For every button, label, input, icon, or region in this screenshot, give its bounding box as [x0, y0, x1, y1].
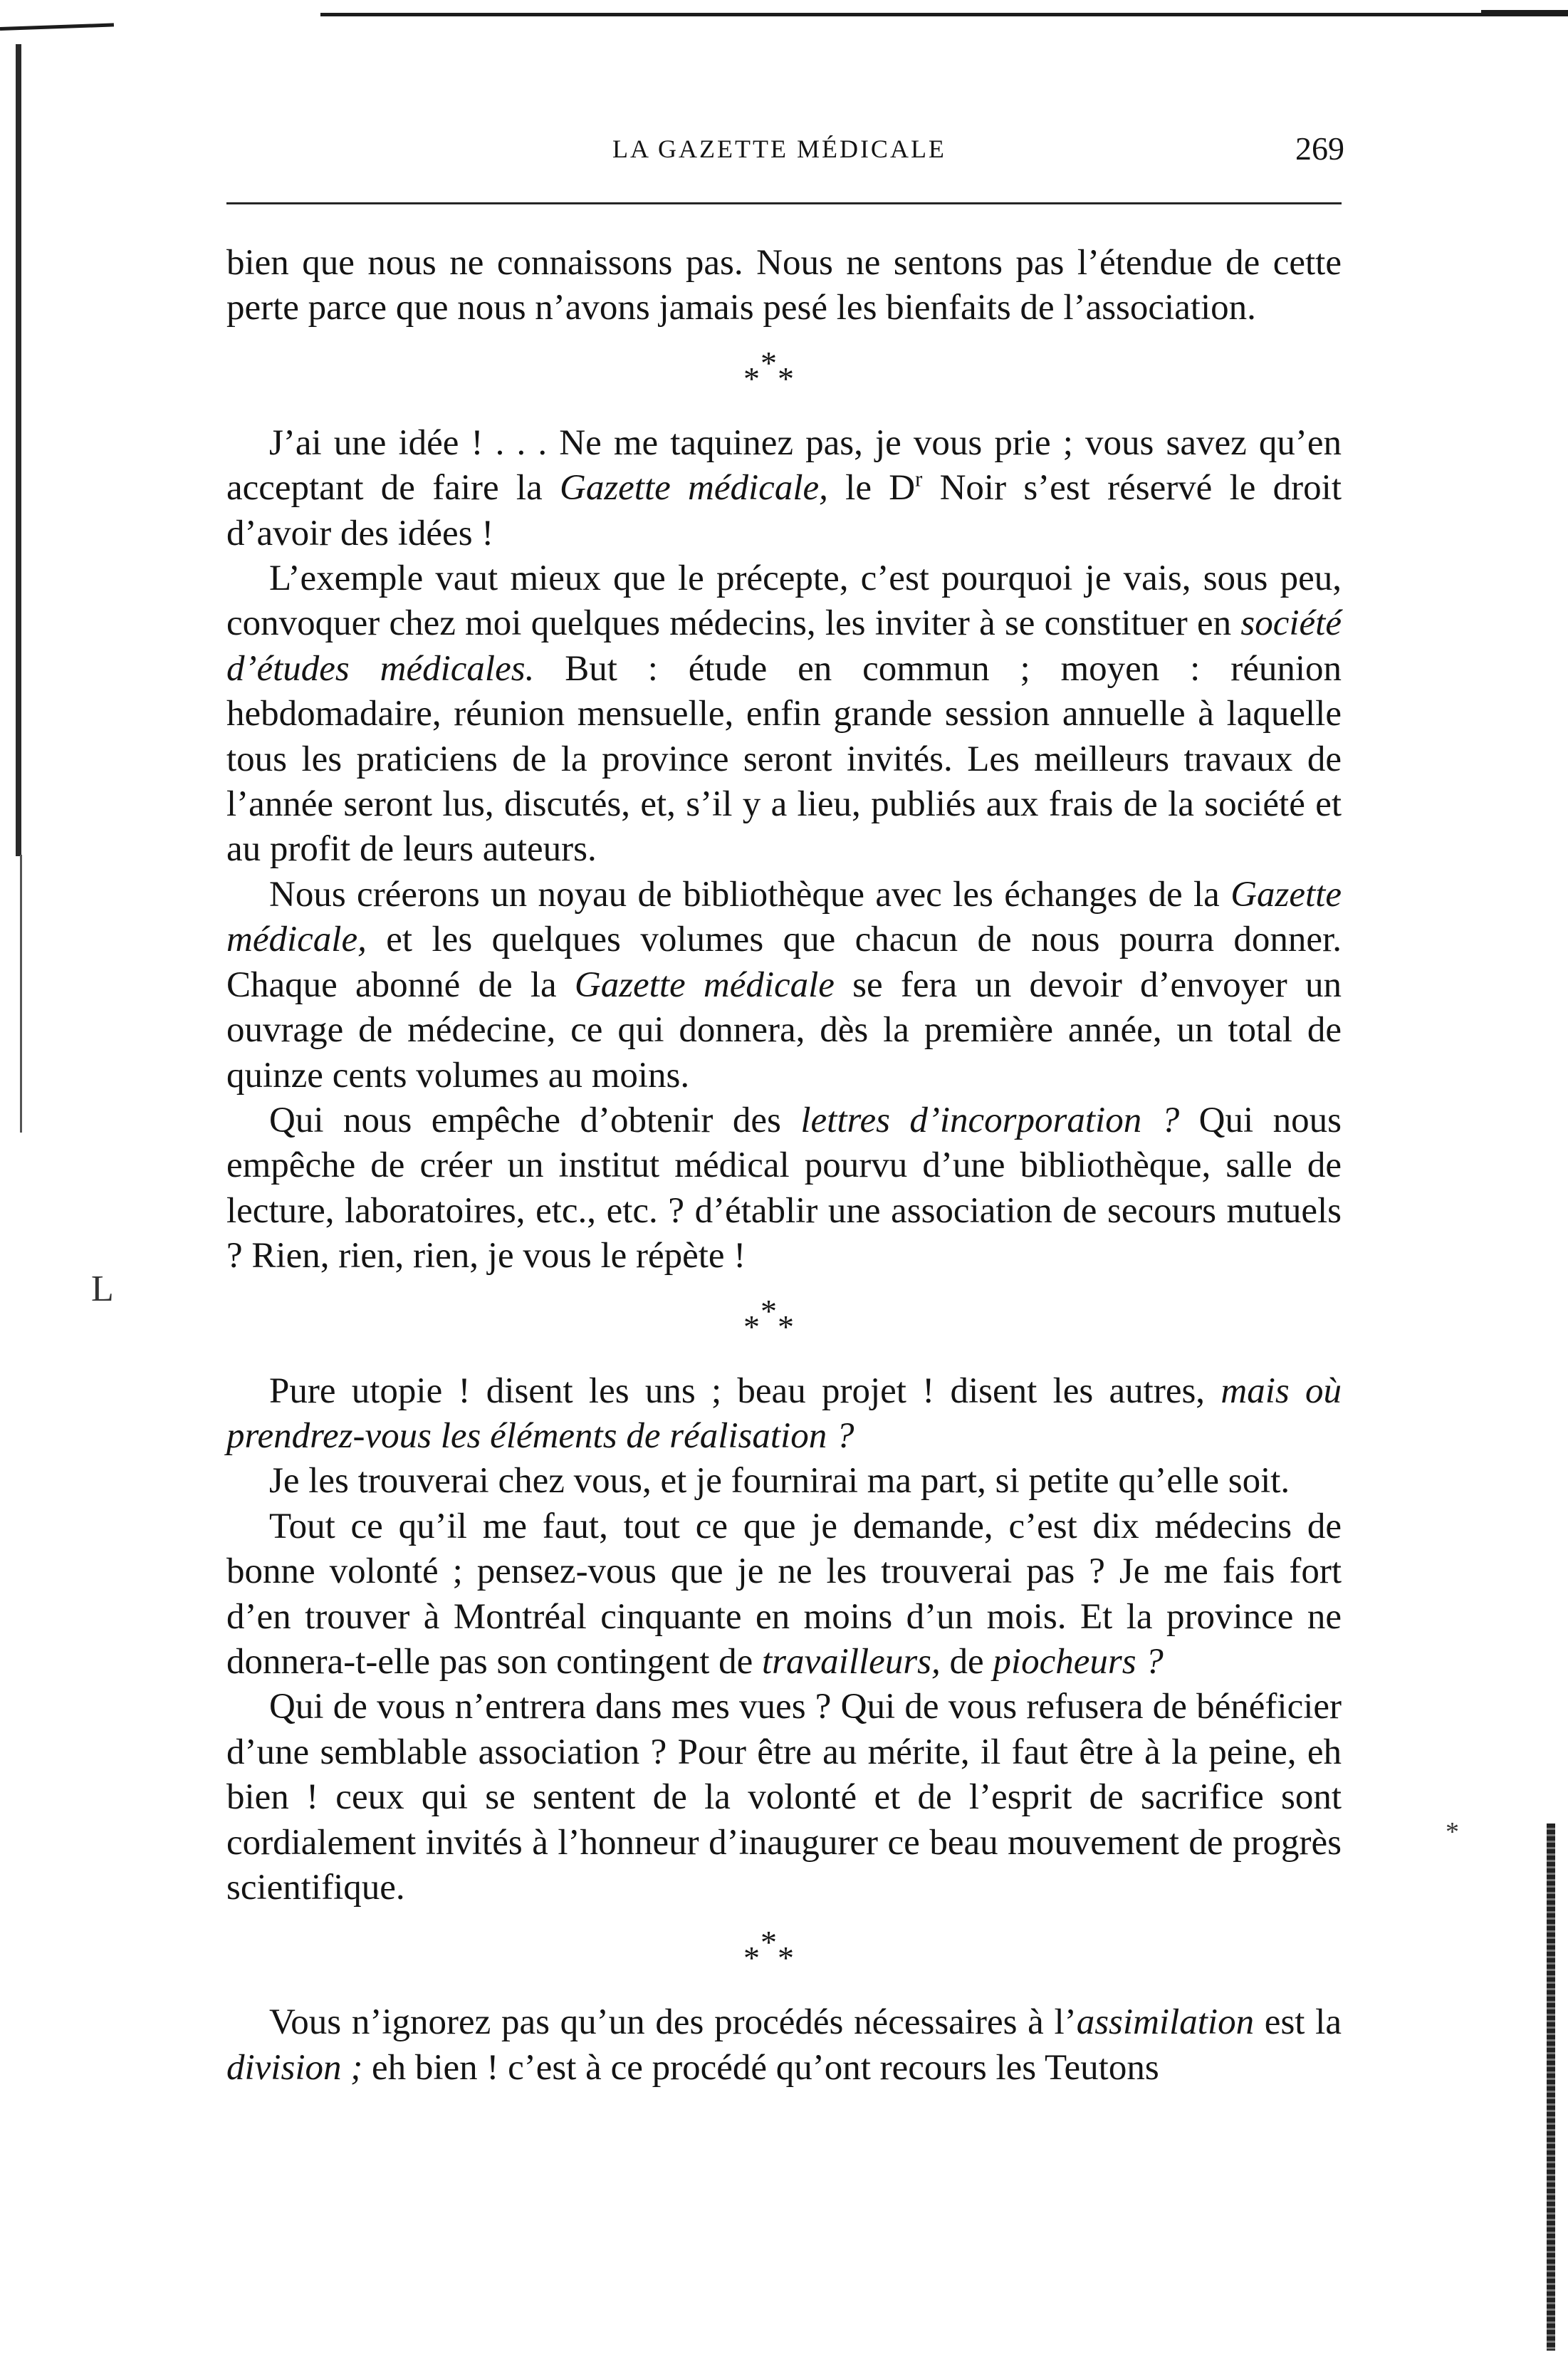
paragraph [226, 421, 1342, 556]
asterism-star: * [743, 1940, 760, 1977]
text-run: de [940, 1641, 993, 1682]
asterism [226, 1910, 1342, 2000]
text-run: Noir s’est réservé le droit d’avoir des idées ! [226, 468, 1342, 553]
text-run: L’exemple vaut mieux que le précepte, c’est pourquoi je vais, sous peu, convoquer chez moi quelques médecins, les inviter à se constituer en [226, 558, 1342, 644]
text-run: bien que nous ne connaissons pas. Nous ne sentons pas l’étendue de cette perte parce que nous n’avons jamais pesé les bienfaits de l’association. [226, 243, 1342, 328]
text-run: eh bien ! c’est à ce procédé qu’ont recours les Teutons [362, 2047, 1159, 2088]
scan-top-rule-edge [1481, 10, 1568, 16]
italic-run: mais où prendrez-vous les éléments de réalisation ? [226, 1370, 1342, 1456]
text-run: Pure utopie ! disent les uns ; beau projet ! disent les autres, [269, 1370, 1221, 1411]
italic-run: piocheurs ? [993, 1641, 1164, 1682]
paragraph [226, 2000, 1342, 2091]
asterism-star: * [778, 1308, 794, 1345]
scan-left-edge-thin [20, 855, 22, 1133]
asterism-star: * [743, 1308, 760, 1345]
italic-run: Gazette médicale, [559, 468, 828, 509]
text-run: est la [1254, 2002, 1342, 2043]
text-run: Qui de vous n’entrera dans mes vues ? Qui de vous refusera de bénéficier d’une semblable association ? Pour être au mérite, il faut être à la peine, eh bien ! ceux qui se sentent de la volonté et de l’esprit de sacrifice sont cordialement invités à l’honneur d’inaugurer ce beau mouvement de progrès scientifique. [226, 1687, 1342, 1908]
italic-run: Gazette médicale [574, 964, 835, 1005]
paragraph [226, 556, 1342, 873]
asterism [226, 1279, 1342, 1369]
paragraph [226, 1685, 1342, 1910]
asterism-star: * [778, 1940, 794, 1977]
italic-run: lettres d’incorporation ? [800, 1100, 1180, 1140]
paragraph [226, 1369, 1342, 1460]
text-run: Je les trouverai chez vous, et je fournirai ma part, si petite qu’elle soit. [269, 1461, 1290, 1502]
asterism-star: * [761, 344, 777, 381]
running-title: LA GAZETTE MÉDICALE [612, 135, 946, 163]
text-run: se fera un devoir d’envoyer un ouvrage de médecine, ce qui donnera, dès la première année, un total de quinze cents volumes au moins. [226, 964, 1342, 1096]
paragraph [226, 873, 1342, 1098]
italic-run: assimilation [1076, 2002, 1255, 2043]
italic-run: travailleurs, [762, 1641, 941, 1682]
margin-mark-right: * [1446, 1817, 1459, 1847]
header-rule [226, 202, 1342, 204]
italic-run: division ; [226, 2047, 363, 2088]
text-run: Vous n’ignorez pas qu’un des procédés nécessaires à l’ [269, 2002, 1077, 2043]
paragraph [226, 1459, 1342, 1504]
asterism-star: * [778, 360, 794, 397]
paragraph [226, 1098, 1342, 1279]
text-run: Qui nous empêche d’obtenir des [269, 1100, 801, 1140]
asterism-star: * [743, 360, 760, 397]
scan-top-rule [320, 13, 1517, 16]
scan-corner-line [0, 23, 114, 31]
margin-mark-left: L [91, 1269, 114, 1309]
text-run: J’ai une idée ! . . . Ne me taquinez pas, je vous prie ; vous savez qu’en acceptant de faire la [226, 422, 1342, 509]
text-run: le D [827, 468, 916, 509]
superscript: r [915, 467, 923, 491]
text-run: Qui nous empêche de créer un institut médical pourvu d’une bibliothèque, salle de lecture, laboratoires, etc., etc. ? d’établir une association de secours mutuels ? Rien, rien, rien, je vous le répète ! [226, 1100, 1342, 1276]
italic-run: société d’études médicales. [226, 603, 1342, 689]
text-run: et les quelques volumes que chacun de nous pourra donner. Chaque abonné de la [226, 920, 1342, 1005]
italic-run: Gazette médicale, [226, 874, 1342, 960]
text-run: Tout ce qu’il me faut, tout ce que je demande, c’est dix médecins de bonne volonté ; pensez-vous que je ne les trouverai pas ? Je me fais fort d’en trouver à Montréal cinquante en moins d’un mois. Et la province ne donnera-t-elle pas son contingent de [226, 1506, 1342, 1682]
asterism [226, 331, 1342, 421]
paragraph [226, 1504, 1342, 1685]
scan-left-edge [16, 44, 21, 856]
text-run: But : étude en commun ; moyen : réunion hebdomadaire, réunion mensuelle, enfin grande session annuelle à laquelle tous les praticiens de la province seront invités. Les meilleurs travaux de l’année seront lus, discutés, et, s’il y a lieu, publiés aux frais de la société et au profit de leurs auteurs. [226, 648, 1342, 870]
paragraph [226, 241, 1342, 331]
asterism-star: * [761, 1292, 777, 1329]
scan-right-edge [1547, 1823, 1555, 2351]
body-text [226, 241, 1342, 2091]
text-run: Nous créerons un noyau de bibliothèque avec les échanges de la [269, 874, 1231, 915]
page-number: 269 [1295, 130, 1344, 167]
asterism-star: * [761, 1924, 777, 1961]
running-head [228, 130, 1353, 177]
